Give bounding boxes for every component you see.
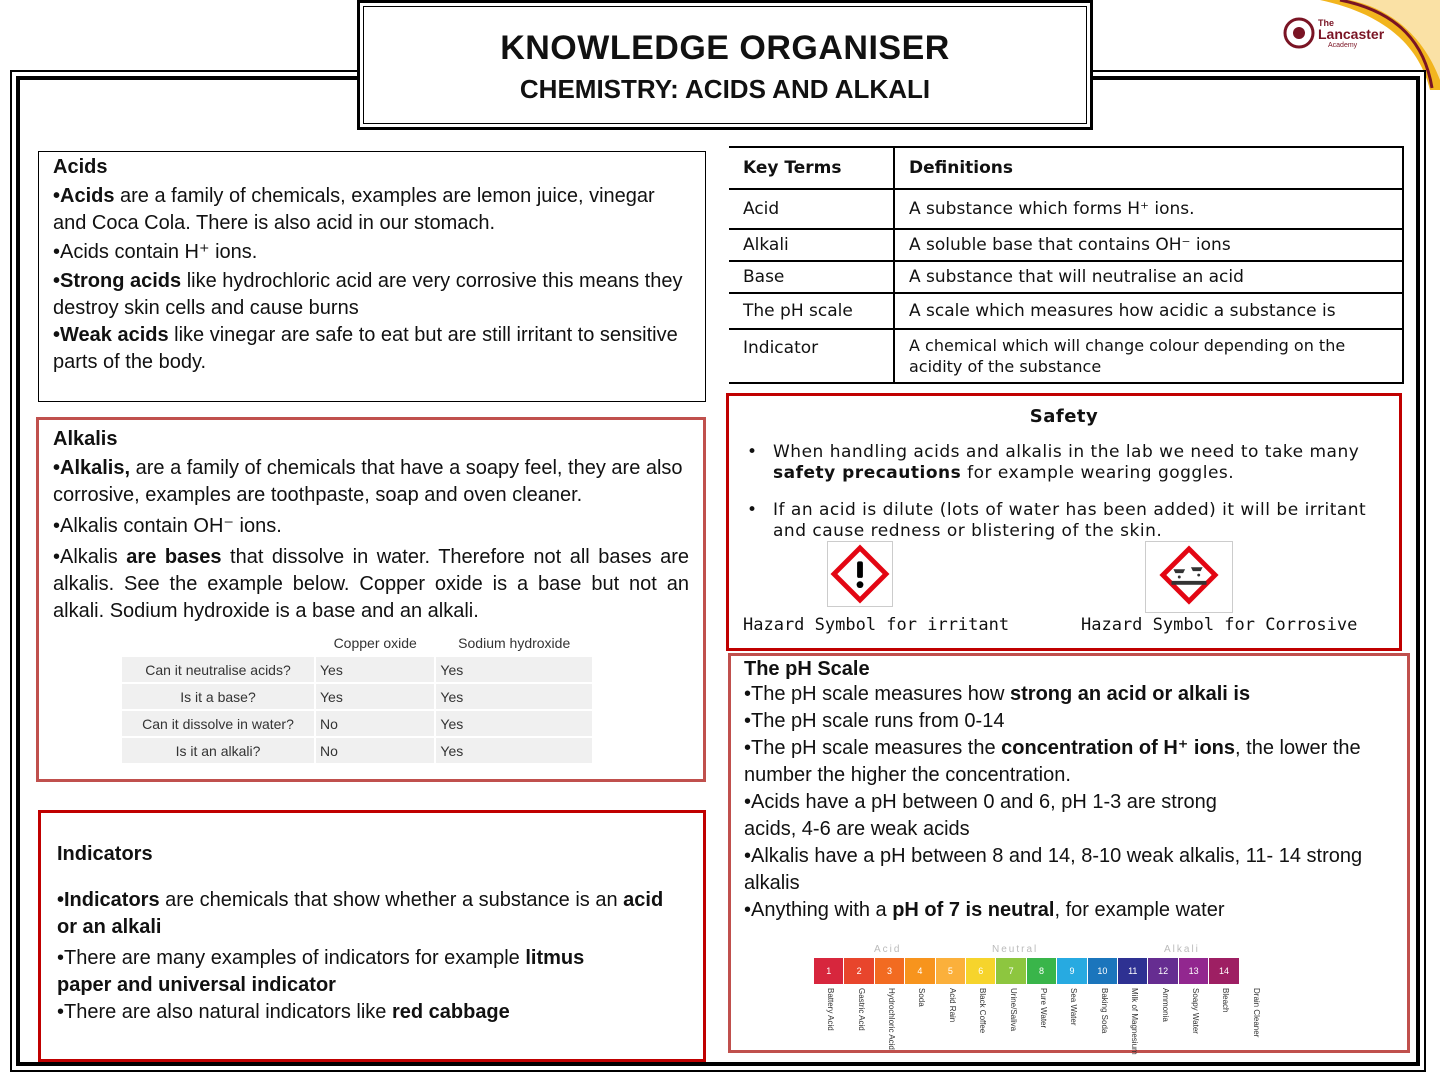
answer-cell: Yes xyxy=(315,656,435,683)
column-header: Copper oxide xyxy=(315,629,435,656)
term-cell: Acid xyxy=(729,189,894,229)
ph-sub-label-text: Gastric Acid xyxy=(856,988,866,1031)
indicators-section xyxy=(38,810,706,1062)
ph-sub-label-text: Baking Soda xyxy=(1099,988,1109,1034)
ph-cell: 14 xyxy=(1209,958,1239,984)
ph-sub-label-text: Soda xyxy=(917,988,927,1007)
crest-icon xyxy=(1282,16,1316,50)
acids-p3-text: like hydrochloric acid are very corrosive this means they destroy skin cells and cause burns xyxy=(53,270,683,319)
acids-heading: Acids xyxy=(53,156,108,178)
ph-sub-label xyxy=(1148,988,1178,1034)
ph-cell: 12 xyxy=(1148,958,1178,984)
ph-cell: 8 xyxy=(1027,958,1057,984)
ph-cell: 6 xyxy=(966,958,996,984)
alkalis-p3-text: that dissolve in water. Therefore not all bases are alkalis. See the example below. Copper oxide is a base but not an alkali. Sodium hydroxide is a base and an alkali. xyxy=(53,546,689,622)
indicators-p3-text: •There are also natural indicators like xyxy=(57,1001,392,1023)
acids-p4-bold: •Weak acids xyxy=(53,324,169,346)
indicators-p2-bold: litmus paper and universal indicator xyxy=(57,947,585,996)
table-row xyxy=(729,329,1403,383)
ph-sub-label xyxy=(1209,988,1239,1034)
safety-b1-bold: safety precautions xyxy=(773,463,962,483)
ph-para-5: •Alkalis have a pH between 8 and 14, 8-10 weak alkalis, 11- 14 strong alkalis xyxy=(744,845,1363,894)
ph-sub-label-text: Soapy Water xyxy=(1191,988,1201,1034)
definition-cell: A soluble base that contains OH⁻ ions xyxy=(894,229,1403,261)
logo-line1: The xyxy=(1318,18,1335,28)
ph-para-3 xyxy=(744,735,1394,789)
term-cell: Indicator xyxy=(729,329,894,383)
alkalis-heading: Alkalis xyxy=(53,428,118,450)
table-row xyxy=(121,737,593,764)
table-row xyxy=(729,293,1403,329)
ph-p3-text2: , the lower the number the higher the concentration. xyxy=(744,737,1361,786)
empty-header-cell xyxy=(121,629,315,656)
alkalis-p1-text: are a family of chemicals that have a soapy feel, they are also corrosive, examples are toothpaste, soap and oven cleaner. xyxy=(53,457,683,506)
table-row xyxy=(729,261,1403,293)
answer-cell: Yes xyxy=(435,683,593,710)
ph-sub-label xyxy=(1027,988,1057,1034)
ph-p6-text2: , for example water xyxy=(1054,899,1225,921)
term-cell: Base xyxy=(729,261,894,293)
ph-cell: 11 xyxy=(1118,958,1148,984)
indicators-p1-bold: •Indicators xyxy=(57,889,160,911)
acids-para-2: •Acids contain H⁺ ions. xyxy=(53,241,258,263)
logo-line2: Lancaster xyxy=(1318,26,1385,42)
indicators-p3-bold: red cabbage xyxy=(391,1001,510,1023)
table-row xyxy=(729,189,1403,229)
alkalis-p1-bold: •Alkalis, xyxy=(53,457,131,479)
answer-cell: No xyxy=(315,710,435,737)
safety-bullet-2: If an acid is dilute (lots of water has been added) it will be irritant and cause redness or blistering of the skin. xyxy=(773,500,1367,541)
ph-p6-text: •Anything with a xyxy=(744,899,893,921)
ph-color-bar xyxy=(814,944,1270,1055)
corrosive-label: Hazard Symbol for Corrosive xyxy=(1081,615,1358,635)
ph-p3-text: •The pH scale measures the xyxy=(744,737,1002,759)
ph-sub-label-text: Milk of Magnesium xyxy=(1130,988,1140,1055)
ph-sub-label xyxy=(1118,988,1148,1055)
ph-cells xyxy=(814,958,1270,984)
key-terms-col2: Definitions xyxy=(894,147,1403,189)
answer-cell: Yes xyxy=(435,656,593,683)
ph-p6-bold: pH of 7 is neutral xyxy=(892,899,1055,921)
base-comparison-table xyxy=(120,628,594,765)
ph-sub-label-text: Ammonia xyxy=(1160,988,1170,1022)
term-cell: The pH scale xyxy=(729,293,894,329)
acids-para-3 xyxy=(53,268,691,322)
question-cell: Can it dissolve in water? xyxy=(121,710,315,737)
ph-sub-label-text: Acid Rain xyxy=(947,988,957,1023)
bar-label-neutral: Neutral xyxy=(992,944,1039,955)
term-cell: Alkali xyxy=(729,229,894,261)
table-row xyxy=(121,656,593,683)
ph-sub-label-text: Hydrochloric Acid xyxy=(887,988,897,1050)
ph-para-1 xyxy=(744,681,1394,708)
indicators-p1-bold2: acid or an alkali xyxy=(57,889,664,938)
table-row xyxy=(121,683,593,710)
table-row xyxy=(729,229,1403,261)
acids-para-4 xyxy=(53,322,691,376)
ph-sub-label-text: Pure Water xyxy=(1039,988,1049,1029)
ph-sub-label xyxy=(1240,988,1270,1038)
ph-sub-label xyxy=(814,988,844,1034)
bullet-icon: • xyxy=(747,442,758,462)
ph-sub-label-text: Drain Cleaner xyxy=(1251,988,1261,1038)
ph-cell: 2 xyxy=(844,958,874,984)
ph-cell: 7 xyxy=(996,958,1026,984)
table-row xyxy=(121,629,593,656)
question-cell: Can it neutralise acids? xyxy=(121,656,315,683)
safety-bullet-1 xyxy=(773,442,1373,484)
ph-sub-label-text: Sea Water xyxy=(1069,988,1079,1026)
acids-p4-text: like vinegar are safe to eat but are still irritant to sensitive parts of the body. xyxy=(53,324,678,373)
acids-p1-bold: •Acids xyxy=(53,185,115,207)
ph-sub-label xyxy=(966,988,996,1034)
acids-section xyxy=(38,151,706,402)
bullet-icon: • xyxy=(747,500,758,520)
safety-b1-text2: for example wearing goggles. xyxy=(961,463,1235,483)
alkalis-para-3 xyxy=(53,544,689,625)
ph-p1-bold: strong an acid or alkali is xyxy=(1010,683,1251,705)
indicators-para-3 xyxy=(57,999,687,1026)
ph-para-2: •The pH scale runs from 0-14 xyxy=(744,710,1005,732)
key-terms-header xyxy=(729,147,1403,189)
ph-cell: 5 xyxy=(936,958,966,984)
table-row xyxy=(121,710,593,737)
safety-heading: Safety xyxy=(1029,406,1099,427)
alkalis-p3-bold: are bases xyxy=(126,546,222,568)
ph-sub-label xyxy=(936,988,966,1034)
ph-cell: 9 xyxy=(1057,958,1087,984)
irritant-label: Hazard Symbol for irritant xyxy=(743,615,1010,635)
bar-label-alkali: Alkali xyxy=(1164,944,1200,955)
ph-cell: 3 xyxy=(875,958,905,984)
logo-line3: Academy xyxy=(1328,42,1358,49)
ph-heading: The pH Scale xyxy=(744,658,870,680)
ph-cell: 1 xyxy=(814,958,844,984)
indicators-heading: Indicators xyxy=(57,843,153,865)
ph-sub-label-text: Urine/Saliva xyxy=(1008,988,1018,1032)
irritant-hazard-icon xyxy=(827,541,893,607)
definition-cell: A substance which forms H⁺ ions. xyxy=(894,189,1403,229)
ph-sub-label-text: Battery Acid xyxy=(826,988,836,1031)
definition-cell: A substance that will neutralise an acid xyxy=(894,261,1403,293)
ph-para-6 xyxy=(744,897,1394,924)
corrosive-hazard-icon xyxy=(1145,541,1233,613)
ph-sub-label xyxy=(905,988,935,1034)
ph-cell: 13 xyxy=(1179,958,1209,984)
ph-cell: 10 xyxy=(1088,958,1118,984)
ph-sub-label xyxy=(875,988,905,1050)
ph-p3-bold: concentration of H⁺ ions xyxy=(1001,737,1236,759)
school-logo xyxy=(1282,14,1385,54)
answer-cell: No xyxy=(315,737,435,764)
acids-p3-bold: •Strong acids xyxy=(53,270,182,292)
indicators-p2-text: •There are many examples of indicators for example xyxy=(57,947,526,969)
definition-cell: A chemical which will change colour depending on the acidity of the substance xyxy=(894,329,1403,383)
alkalis-p3-a: •Alkalis xyxy=(53,546,127,568)
ph-sub-label xyxy=(1088,988,1118,1034)
key-terms-col1: Key Terms xyxy=(729,147,894,189)
answer-cell: Yes xyxy=(435,737,593,764)
ph-sub-label xyxy=(1179,988,1209,1034)
indicators-para-1 xyxy=(57,887,687,941)
bar-label-acid: Acid xyxy=(874,944,902,955)
safety-section xyxy=(726,393,1402,651)
acids-p1-text: are a family of chemicals, examples are lemon juice, vinegar and Coca Cola. There is also acid in our stomach. xyxy=(53,185,655,234)
alkalis-para-2: •Alkalis contain OH⁻ ions. xyxy=(53,515,282,537)
question-cell: Is it a base? xyxy=(121,683,315,710)
ph-sub-label-text: Bleach xyxy=(1221,988,1231,1013)
alkalis-para-1 xyxy=(53,455,689,509)
key-terms-table xyxy=(729,146,1404,384)
answer-cell: Yes xyxy=(435,710,593,737)
ph-sub-label xyxy=(996,988,1026,1034)
definition-cell: A scale which measures how acidic a substance is xyxy=(894,293,1403,329)
answer-cell: Yes xyxy=(315,683,435,710)
ph-cell: 4 xyxy=(905,958,935,984)
ph-sub-label xyxy=(1057,988,1087,1034)
question-cell: Is it an alkali? xyxy=(121,737,315,764)
ph-cell xyxy=(1240,958,1270,984)
safety-b1-text: When handling acids and alkalis in the lab we need to take many xyxy=(773,442,1360,462)
page-title: KNOWLEDGE ORGANISER xyxy=(500,29,950,67)
title-box xyxy=(357,0,1093,130)
acids-para-1 xyxy=(53,183,691,237)
ph-p1-text: •The pH scale measures how xyxy=(744,683,1011,705)
ph-sub-label-text: Black Coffee xyxy=(978,988,988,1034)
ph-sub-label xyxy=(844,988,874,1034)
ph-sub-labels xyxy=(814,988,1270,1055)
indicators-para-2 xyxy=(57,945,617,999)
column-header: Sodium hydroxide xyxy=(435,629,593,656)
ph-para-4: •Acids have a pH between 0 and 6, pH 1-3 are strong acids, 4-6 are weak acids xyxy=(744,791,1217,840)
indicators-p1-text: are chemicals that show whether a substance is an xyxy=(159,889,624,911)
page-subtitle: CHEMISTRY: ACIDS AND ALKALI xyxy=(519,74,931,104)
